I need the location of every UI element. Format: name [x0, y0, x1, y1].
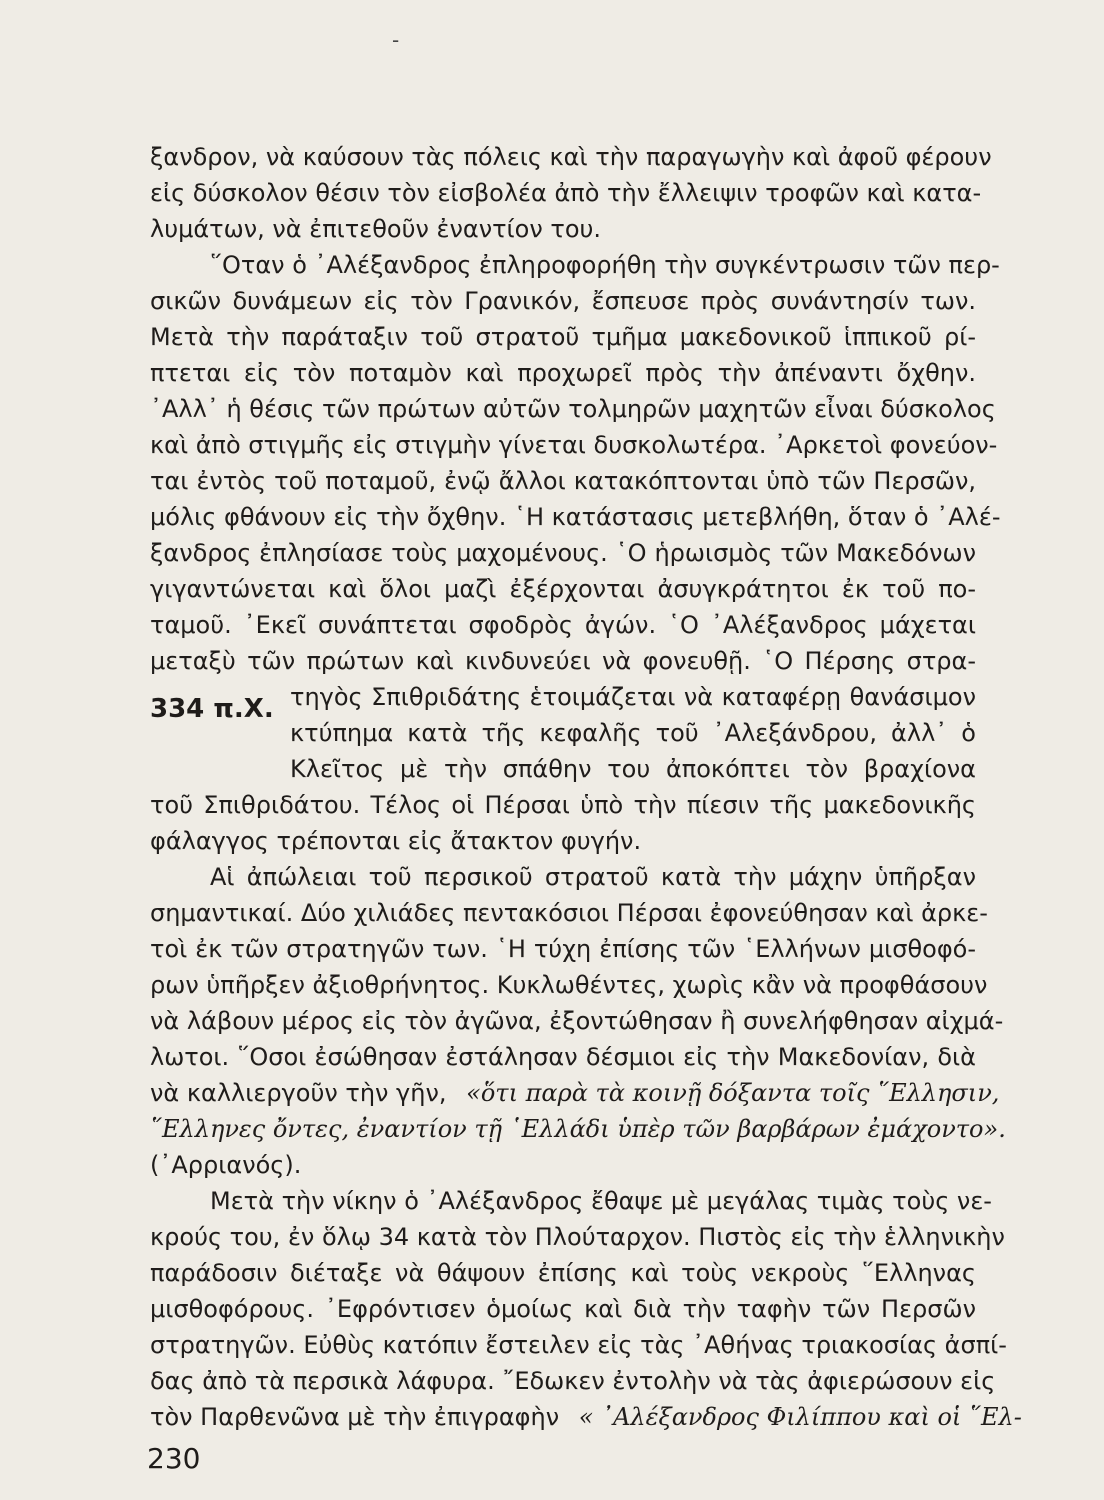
text-line: ται ἐντὸς τοῦ ποταμοῦ, ἐνῷ ἄλλοι κατακόπτονται ὑπὸ τῶν Περσῶν, — [150, 467, 976, 495]
text-line: εἰς δύσκολον θέσιν τὸν εἰσβολέα ἀπὸ τὴν ἔλλειψιν τροφῶν καὶ κατα- — [150, 179, 982, 207]
text-line: ξανδρον, νὰ καύσουν τὰς πόλεις καὶ τὴν παραγωγὴν καὶ ἀφοῦ φέρουν — [150, 143, 992, 171]
text-line: τοὶ ἐκ τῶν στρατηγῶν των. ῾Η τύχη ἐπίσης τῶν ῾Ελλήνων μισθοφό- — [150, 935, 976, 963]
text-line: πτεται εἰς τὸν ποταμὸν καὶ προχωρεῖ πρὸς τὴν ἀπέναντι ὄχθην. — [150, 359, 976, 387]
text-line: γιγαντώνεται καὶ ὅλοι μαζὶ ἐξέρχονται ἀσυγκράτητοι ἐκ τοῦ πο- — [150, 575, 976, 603]
quote-fragment: «ὅτι παρὰ τὰ κοινῇ δόξαντα τοῖς ῞Ελλησιν, — [466, 1079, 1000, 1107]
quote-line: ῞Ελληνες ὄντες, ἐναντίον τῇ ῾Ελλάδι ὑπὲρ τῶν βαρβάρων ἐμάχοντο». — [150, 1115, 1006, 1143]
text-line: Αἱ ἀπώλειαι τοῦ περσικοῦ στρατοῦ κατὰ τὴν μάχην ὑπῆρξαν — [210, 863, 976, 891]
text-line: σημαντικαί. Δύο χιλιάδες πεντακόσιοι Πέρσαι ἐφονεύθησαν καὶ ἀρκε- — [150, 899, 988, 927]
text-line: λυμάτων, νὰ ἐπιτεθοῦν ἐναντίον του. — [150, 215, 602, 243]
text-line: δας ἀπὸ τὰ περσικὰ λάφυρα. ῎Εδωκεν ἐντολὴν νὰ τὰς ἀφιερώσουν εἰς — [150, 1367, 996, 1395]
text-line: μεταξὺ τῶν πρώτων καὶ κινδυνεύει νὰ φονευθῇ. ῾Ο Πέρσης στρα- — [150, 647, 976, 675]
text-line: τηγὸς Σπιθριδάτης ἑτοιμάζεται νὰ καταφέρῃ θανάσιμον — [290, 683, 976, 711]
text-line: ῞Οταν ὁ ᾿Αλέξανδρος ἐπληροφορήθη τὴν συγκέντρωσιν τῶν περ- — [210, 251, 1000, 279]
page-number: 230 — [147, 1442, 201, 1475]
top-mark: - — [392, 28, 400, 52]
text-line: (᾿Αρριανός). — [150, 1151, 302, 1179]
text-line: σικῶν δυνάμεων εἰς τὸν Γρανικόν, ἔσπευσε πρὸς συνάντησίν των. — [150, 287, 976, 315]
text-line-with-quote — [150, 1078, 1000, 1108]
text-line: στρατηγῶν. Εὐθὺς κατόπιν ἔστειλεν εἰς τὰς ᾿Αθήνας τριακοσίας ἀσπί- — [150, 1331, 1007, 1359]
text-line: λωτοι. ῞Οσοι ἐσώθησαν ἐστάλησαν δέσμιοι εἰς τὴν Μακεδονίαν, διὰ — [150, 1043, 976, 1071]
text-line: νὰ λάβουν μέρος εἰς τὸν ἀγῶνα, ἐξοντώθησαν ἢ συνελήφθησαν αἰχμά- — [150, 1007, 1004, 1035]
text-line: Κλεῖτος μὲ τὴν σπάθην του ἀποκόπτει τὸν βραχίονα — [290, 755, 976, 783]
text-fragment: νὰ καλλιεργοῦν τὴν γῆν, — [150, 1079, 447, 1107]
text-line: τοῦ Σπιθριδάτου. Τέλος οἱ Πέρσαι ὑπὸ τὴν πίεσιν τῆς μακεδονικῆς — [150, 791, 976, 819]
text-line: Μετὰ τὴν παράταξιν τοῦ στρατοῦ τμῆμα μακεδονικοῦ ἱππικοῦ ρί- — [150, 323, 976, 351]
text-line: ᾿Αλλ᾿ ἡ θέσις τῶν πρώτων αὐτῶν τολμηρῶν μαχητῶν εἶναι δύσκολος — [150, 395, 996, 423]
text-line: μισθοφόρους. ᾿Εφρόντισεν ὁμοίως καὶ διὰ τὴν ταφὴν τῶν Περσῶν — [150, 1295, 976, 1323]
text-fragment: τὸν Παρθενῶνα μὲ τὴν ἐπιγραφὴν — [150, 1403, 560, 1431]
text-line: καὶ ἀπὸ στιγμῆς εἰς στιγμὴν γίνεται δυσκολωτέρα. ᾿Αρκετοὶ φονεύον- — [150, 431, 998, 459]
text-line: φάλαγγος τρέπονται εἰς ἄτακτον φυγήν. — [150, 827, 642, 855]
text-line: παράδοσιν διέταξε νὰ θάψουν ἐπίσης καὶ τοὺς νεκροὺς ῞Ελληνας — [150, 1259, 976, 1287]
text-line: Μετὰ τὴν νίκην ὁ ᾿Αλέξανδρος ἔθαψε μὲ μεγάλας τιμὰς τοὺς νε- — [210, 1187, 992, 1215]
text-line: κτύπημα κατὰ τῆς κεφαλῆς τοῦ ᾿Αλεξάνδρου, ἀλλ᾿ ὁ — [290, 719, 976, 747]
text-line: ταμοῦ. ᾿Εκεῖ συνάπτεται σφοδρὸς ἀγών. ῾Ο ᾿Αλέξανδρος μάχεται — [150, 611, 976, 639]
text-line: ξανδρος ἐπλησίασε τοὺς μαχομένους. ῾Ο ἡρωισμὸς τῶν Μακεδόνων — [150, 539, 976, 567]
margin-date-note: 334 π.Χ. — [150, 694, 274, 724]
quote-fragment: « ᾿Αλέξανδρος Φιλίππου καὶ οἱ ῞Ελ- — [578, 1403, 1022, 1431]
text-line: μόλις φθάνουν εἰς τὴν ὄχθην. ῾Η κατάστασις μετεβλήθη, ὅταν ὁ ᾿Αλέ- — [150, 503, 1001, 531]
text-line-with-quote — [150, 1402, 1022, 1432]
text-line: ρων ὑπῆρξεν ἀξιοθρήνητος. Κυκλωθέντες, χωρὶς κἂν νὰ προφθάσουν — [150, 971, 988, 999]
text-line: κρούς του, ἐν ὅλῳ 34 κατὰ τὸν Πλούταρχον. Πιστὸς εἰς τὴν ἑλληνικὴν — [150, 1223, 1005, 1251]
